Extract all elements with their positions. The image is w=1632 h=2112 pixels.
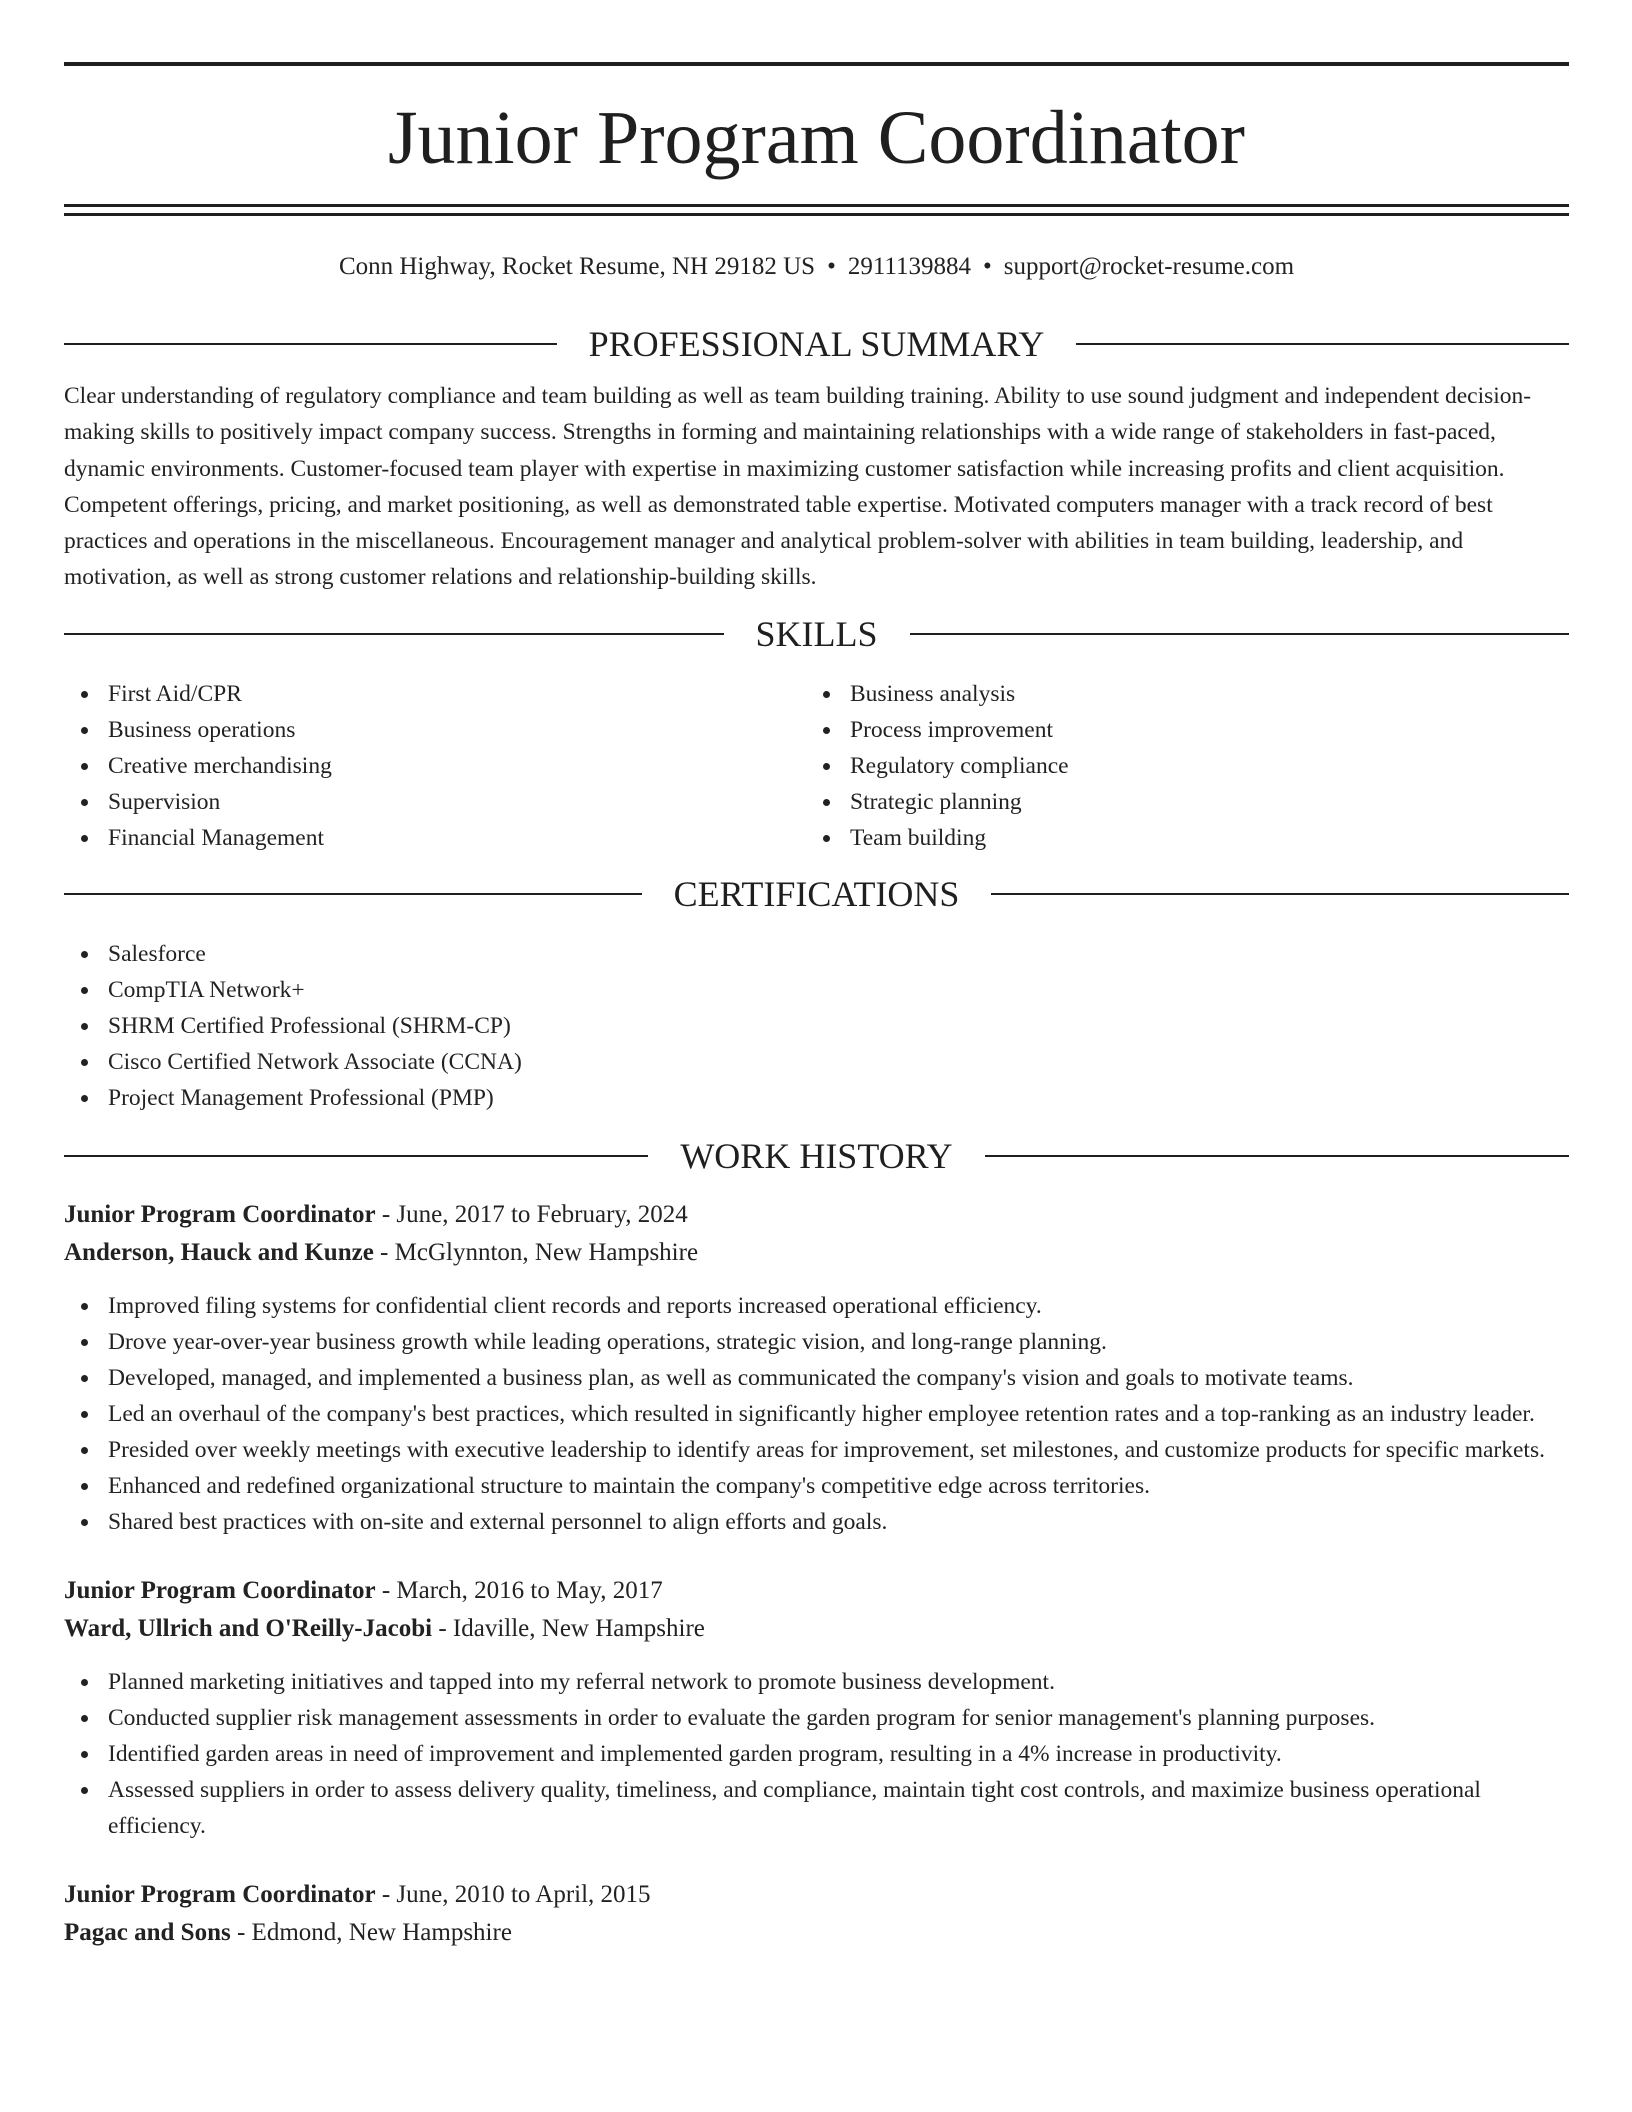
skills-list-left xyxy=(64,676,806,856)
contact-line xyxy=(64,252,1569,282)
job-title-line: Junior Program Coordinator - June, 2017 to February, 2024 xyxy=(64,1200,688,1228)
resume-page xyxy=(64,62,1569,1952)
job-dates: June, 2017 to February, 2024 xyxy=(396,1200,688,1228)
job-company-line: Ward, Ullrich and O'Reilly-Jacobi - Idaville, New Hampshire xyxy=(64,1614,705,1642)
skill-item: Business operations xyxy=(64,712,806,748)
section-header-work-history xyxy=(64,1134,1569,1178)
job-bullet: Enhanced and redefined organizational structure to maintain the company's competitive edge across territories. xyxy=(64,1468,1569,1504)
skill-item: First Aid/CPR xyxy=(64,676,806,712)
skill-item: Financial Management xyxy=(64,820,806,856)
contact-email[interactable]: support@rocket-resume.com xyxy=(1003,253,1295,280)
certifications-list xyxy=(64,936,1569,1116)
job-entry xyxy=(64,1196,1569,1540)
section-rule xyxy=(1076,343,1569,345)
job-company: Pagac and Sons xyxy=(64,1918,231,1946)
skill-item: Business analysis xyxy=(806,676,1548,712)
section-rule xyxy=(910,633,1570,635)
section-rule xyxy=(64,893,642,895)
job-title: Junior Program Coordinator xyxy=(64,1880,376,1908)
skill-item: Regulatory compliance xyxy=(806,748,1548,784)
job-bullets xyxy=(64,1664,1569,1844)
contact-separator: • xyxy=(982,253,992,280)
contact-phone: 2911139884 xyxy=(847,253,971,280)
job-bullet: Developed, managed, and implemented a business plan, as well as communicated the company's vision and goals to motivate teams. xyxy=(64,1360,1569,1396)
section-rule xyxy=(991,893,1569,895)
certification-item: Cisco Certified Network Associate (CCNA) xyxy=(64,1044,1569,1080)
section-title: WORK HISTORY xyxy=(680,1135,953,1176)
job-company-line: Pagac and Sons - Edmond, New Hampshire xyxy=(64,1918,512,1946)
job-bullet: Led an overhaul of the company's best practices, which resulted in significantly higher employee retention rates and a top-ranking as an industry leader. xyxy=(64,1396,1569,1432)
certification-item: Project Management Professional (PMP) xyxy=(64,1080,1569,1116)
title-rule-lower xyxy=(64,213,1569,216)
certification-item: Salesforce xyxy=(64,936,1569,972)
job-bullet: Drove year-over-year business growth while leading operations, strategic vision, and long-range planning. xyxy=(64,1324,1569,1360)
certification-item: SHRM Certified Professional (SHRM-CP) xyxy=(64,1008,1569,1044)
section-rule xyxy=(64,343,557,345)
summary-text: Clear understanding of regulatory compliance and team building as well as team building training. Ability to use sound judgment and independent decision-making skills to positively impact company success. Strengths in forming and maintaining relationships with a wide range of stakeholders in fast-paced, dynamic environments. Customer-focused team player with expertise in maximizing customer satisfaction while increasing profits and client acquisition. Competent offerings, pricing, and market positioning, as well as demonstrated table expertise. Motivated computers manager with a track record of best practices and operations in the miscellaneous. Encouragement manager and analytical problem-solver with abilities in team building, leadership, and motivation, as well as strong customer relations and relationship-building skills. xyxy=(64,383,1532,591)
section-rule xyxy=(985,1155,1569,1157)
section-title: SKILLS xyxy=(755,613,878,654)
job-bullet: Presided over weekly meetings with executive leadership to identify areas for improvement, set milestones, and customize products for specific markets. xyxy=(64,1432,1569,1468)
contact-separator: • xyxy=(827,253,836,280)
job-entry xyxy=(64,1876,1569,1952)
title-rule-upper xyxy=(64,204,1569,207)
skill-item: Process improvement xyxy=(806,712,1548,748)
contact-address: Conn Highway, Rocket Resume, NH 29182 US xyxy=(338,253,816,280)
skill-item: Supervision xyxy=(64,784,806,820)
job-company: Anderson, Hauck and Kunze xyxy=(64,1238,374,1266)
job-bullet: Improved filing systems for confidential client records and reports increased operational efficiency. xyxy=(64,1288,1569,1324)
certification-item: CompTIA Network+ xyxy=(64,972,1569,1008)
skills-grid xyxy=(64,676,1569,856)
section-header-certifications xyxy=(64,872,1569,916)
job-title-line: Junior Program Coordinator - March, 2016 to May, 2017 xyxy=(64,1576,663,1604)
skill-item: Strategic planning xyxy=(806,784,1548,820)
top-rule xyxy=(64,62,1569,66)
job-title: Junior Program Coordinator xyxy=(64,1576,376,1604)
section-header-summary xyxy=(64,322,1569,366)
skill-item: Creative merchandising xyxy=(64,748,806,784)
section-rule xyxy=(64,633,724,635)
job-location: McGlynnton, New Hampshire xyxy=(394,1238,699,1266)
skills-list-right xyxy=(806,676,1548,856)
job-dates: March, 2016 to May, 2017 xyxy=(396,1576,663,1604)
job-title: Junior Program Coordinator xyxy=(64,1200,376,1228)
job-bullet: Shared best practices with on-site and external personnel to align efforts and goals. xyxy=(64,1504,1569,1540)
job-bullet: Planned marketing initiatives and tapped into my referral network to promote business development. xyxy=(64,1664,1569,1700)
skill-item: Team building xyxy=(806,820,1548,856)
resume-title: Junior Program Coordinator xyxy=(387,96,1245,180)
job-bullet: Assessed suppliers in order to assess delivery quality, timeliness, and compliance, maintain tight cost controls, and maximize business operational efficiency. xyxy=(64,1772,1569,1844)
job-title-line: Junior Program Coordinator - June, 2010 to April, 2015 xyxy=(64,1880,651,1908)
job-bullet: Identified garden areas in need of improvement and implemented garden program, resulting in a 4% increase in productivity. xyxy=(64,1736,1569,1772)
job-dates: June, 2010 to April, 2015 xyxy=(396,1880,651,1908)
job-bullet: Conducted supplier risk management assessments in order to evaluate the garden program for senior management's planning purposes. xyxy=(64,1700,1569,1736)
section-title: PROFESSIONAL SUMMARY xyxy=(588,324,1045,364)
job-entry xyxy=(64,1572,1569,1844)
section-rule xyxy=(64,1155,648,1157)
job-company: Ward, Ullrich and O'Reilly-Jacobi xyxy=(64,1614,433,1642)
job-location: Idaville, New Hampshire xyxy=(452,1614,705,1642)
job-bullets xyxy=(64,1288,1569,1540)
job-company-line: Anderson, Hauck and Kunze - McGlynnton, New Hampshire xyxy=(64,1238,699,1266)
section-header-skills xyxy=(64,612,1569,656)
section-title: CERTIFICATIONS xyxy=(673,873,960,914)
job-location: Edmond, New Hampshire xyxy=(251,1918,512,1946)
